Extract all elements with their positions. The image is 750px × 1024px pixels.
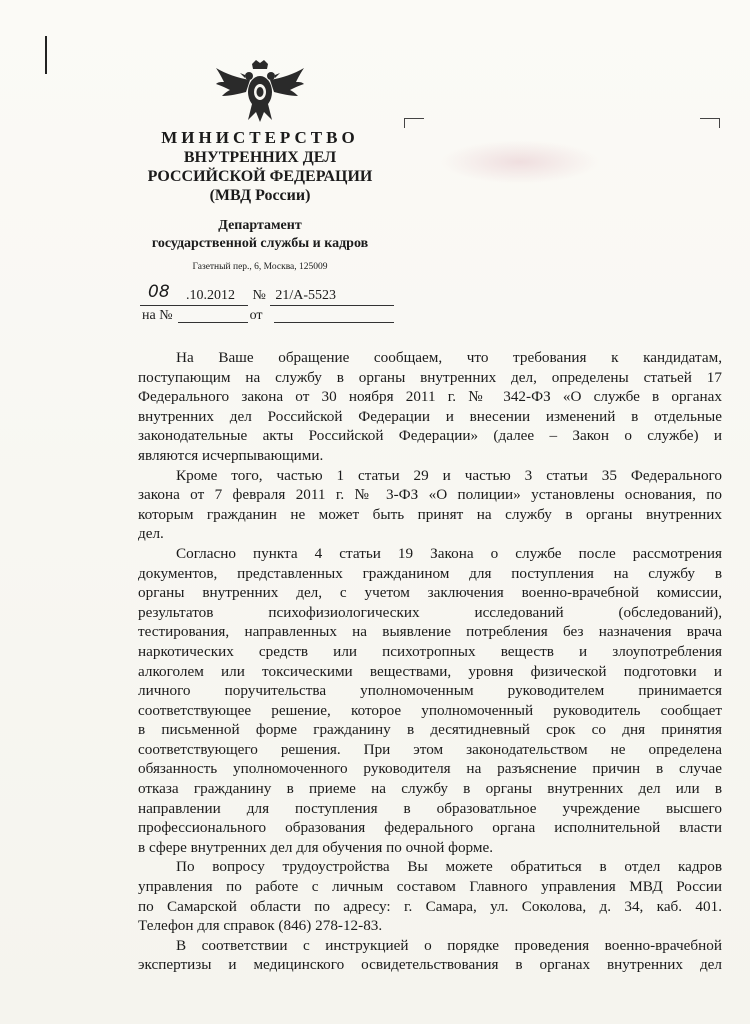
body-line: наркотических средств или психотропных веществ и злоупотребления xyxy=(138,642,722,660)
body-line: тестирования, направленных на выявление потребления без назначения врача xyxy=(138,623,722,641)
body-line: Кроме того, частью 1 статьи 29 и частью 3 статьи 35 Федерального xyxy=(176,466,722,484)
department-name-line1: Департамент xyxy=(218,218,302,233)
address-corner-right-vertical xyxy=(719,118,720,128)
body-line: соответствующего решения. При этом законодательством не определена xyxy=(138,740,722,758)
handwritten-day: 08 xyxy=(148,282,170,302)
body-line: Федерального закона от 30 ноября 2011 г. № 342-ФЗ «О службе в органах xyxy=(138,388,722,406)
body-line: направлении для поступления в образоватльное учреждение высшего xyxy=(138,799,722,817)
body-line: органы внутренних дел, с учетом заключения военно-врачебной комиссии, xyxy=(138,584,722,602)
department-name-line2: государственной службы и кадров xyxy=(151,236,369,251)
body-line: алкоголем или токсическими веществами, уровня физической подготовки и xyxy=(138,662,722,680)
registration-date: .10.2012 xyxy=(186,288,235,303)
letterhead xyxy=(130,60,390,273)
registration-number: 21/А-5523 xyxy=(275,288,337,303)
reference-number-label: на № xyxy=(142,308,173,323)
address-corner-left-vertical xyxy=(404,118,405,128)
body-line: Телефон для справок (846) 278-12-83. xyxy=(138,917,383,935)
margin-mark xyxy=(45,36,47,74)
body-line: личного поручительства уполномоченным руководителем принимается xyxy=(138,682,722,700)
body-line: результатов психофизиологических исследований (обследований), xyxy=(138,603,722,621)
date-underline xyxy=(140,305,248,306)
body-line: В соответствии с инструкцией о порядке проведения военно-врачебной xyxy=(176,936,722,954)
double-headed-eagle-emblem xyxy=(212,60,308,124)
ministry-title: МИНИСТЕРСТВО xyxy=(161,128,359,147)
ministry-abbreviation: (МВД России) xyxy=(209,187,311,204)
address-corner-left xyxy=(404,118,424,119)
body-line: отказа гражданину в приеме на службу в органы внутренних дел или в xyxy=(138,780,722,798)
body-line: которым гражданин не может быть принят на службу в органы внутренних xyxy=(138,505,722,523)
body-line: соответствующее решение, которое уполномоченный руководитель сообщает xyxy=(138,701,722,719)
registration-number-label: № xyxy=(252,288,266,303)
body-line: поступающим на службу в органы внутренних дел, определены статьей 17 xyxy=(138,368,722,386)
body-line: по Самарской области по адресу: г. Самара, ул. Соколова, д. 34, каб. 401. xyxy=(138,897,722,915)
body-line: профессионального образования федерального органа исполнительной власти xyxy=(138,819,722,837)
body-line: закона от 7 февраля 2011 г. № 3-ФЗ «О полиции» установлены основания, по xyxy=(138,486,722,504)
body-line: внутренних дел Российской Федерации и внесении изменений в отдельные xyxy=(138,407,722,425)
body-line: обязанность уполномоченного руководителя на разъяснение причин в случае xyxy=(138,760,722,778)
body-line: управления по работе с личным составом Главного управления МВД России xyxy=(138,878,722,896)
reference-from-label: от xyxy=(249,308,263,323)
body-line: законодательные акты Российской Федерации» (далее – Закон о службе) и xyxy=(138,427,722,445)
body-line: По вопросу трудоустройства Вы можете обратиться в отдел кадров xyxy=(176,858,722,876)
body-line: Согласно пункта 4 статьи 19 Закона о службе после рассмотрения xyxy=(176,544,722,562)
body-line: в письменной форме гражданину в десятидневный срок со дня принятия xyxy=(138,721,722,739)
letter-body xyxy=(138,348,722,975)
ministry-title-line3: РОССИЙСКОЙ ФЕДЕРАЦИИ xyxy=(147,168,373,185)
body-line: дел. xyxy=(138,525,164,543)
body-line: документов, представленных гражданином для поступления на службу в xyxy=(138,564,722,582)
reference-number-underline xyxy=(178,322,248,323)
body-line: являются исчерпывающими. xyxy=(138,446,324,464)
number-underline xyxy=(270,305,394,306)
body-line: На Ваше обращение сообщаем, что требования к кандидатам, xyxy=(176,349,722,366)
ministry-title-line2: ВНУТРЕННИХ ДЕЛ xyxy=(183,149,337,166)
body-line: экспертизы и медицинского освидетельствования в органах внутренних дел xyxy=(138,956,722,974)
department-address: Газетный пер., 6, Москва, 125009 xyxy=(192,262,328,272)
reference-date-underline xyxy=(274,322,394,323)
outgoing-registration xyxy=(142,288,336,304)
redacted-smudge xyxy=(440,140,600,184)
address-corner-right xyxy=(700,118,720,119)
body-line: в сфере внутренних дел для обучения по очной форме. xyxy=(138,838,494,856)
